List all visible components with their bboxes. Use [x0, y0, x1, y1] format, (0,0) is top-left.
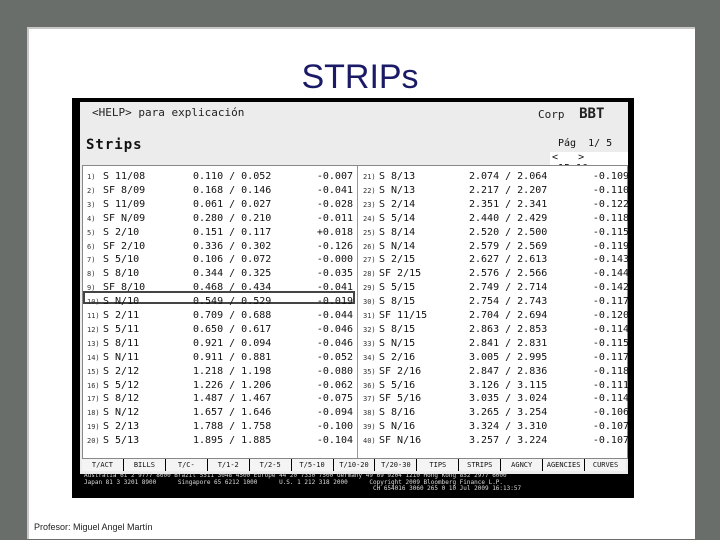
function-button[interactable]: BILLS	[124, 459, 165, 471]
strip-row[interactable]	[363, 226, 629, 239]
row-number: 34)	[363, 353, 376, 362]
strip-name: S 8/13	[379, 171, 416, 182]
strip-name: SF N/09	[103, 212, 146, 224]
bid-ask: 0.280 / 0.210	[193, 212, 272, 224]
bid-ask: 3.265 / 3.254	[469, 407, 548, 419]
row-number: 6)	[87, 242, 96, 251]
ticker-label: BBT	[579, 106, 605, 122]
bid-ask: 2.749 / 2.714	[469, 282, 548, 294]
bid-ask: 2.863 / 2.853	[469, 323, 548, 335]
row-number: 28)	[363, 270, 376, 279]
bid-ask: 3.126 / 3.115	[469, 379, 548, 391]
change: -0.118	[592, 365, 629, 377]
row-number: 37)	[363, 395, 376, 404]
strip-row[interactable]	[363, 434, 629, 447]
change: -0.110	[592, 184, 629, 196]
change: -0.144	[592, 268, 629, 280]
bid-ask: 1.218 / 1.198	[193, 365, 272, 377]
strip-row[interactable]	[363, 351, 629, 364]
bid-ask: 2.440 / 2.429	[469, 212, 548, 224]
row-number: 25)	[363, 228, 376, 237]
row-number: 1)	[87, 173, 96, 181]
bid-ask: 1.226 / 1.206	[193, 379, 272, 391]
strip-row[interactable]	[87, 281, 353, 294]
row-number: 30)	[363, 298, 376, 307]
row-number: 12)	[87, 325, 100, 334]
strip-row[interactable]	[363, 184, 629, 197]
strip-name: S N/12	[103, 407, 140, 419]
strip-row[interactable]	[363, 253, 629, 266]
bid-ask: 2.351 / 2.341	[469, 198, 548, 210]
change: -0.114	[592, 323, 629, 335]
change: +0.018	[316, 226, 353, 238]
function-button[interactable]: T/20-30	[375, 459, 416, 471]
bid-ask: 0.106 / 0.072	[193, 254, 272, 266]
change: -0.080	[316, 365, 353, 377]
row-number: 18)	[87, 409, 100, 418]
row-number: 13)	[87, 339, 100, 348]
strip-row[interactable]	[363, 323, 629, 336]
bid-ask: 1.788 / 1.758	[193, 421, 272, 433]
row-number: 26)	[363, 242, 376, 251]
strip-row[interactable]	[363, 309, 629, 322]
change: -0.104	[316, 435, 353, 447]
strip-row[interactable]	[87, 337, 353, 350]
function-button[interactable]: T/5-10	[292, 459, 333, 471]
contact-line: Australia 61 2 9777 8600 Brazil 5511 3048 4500 Europe 44 20 7330 7500 Germany 49 69 9204 1210 Hong Kong 852 2977 6000	[84, 472, 507, 479]
strip-row[interactable]	[363, 406, 629, 419]
strip-row[interactable]	[363, 392, 629, 405]
strip-row[interactable]	[87, 406, 353, 419]
prev-page-button[interactable]: <	[552, 152, 559, 163]
strip-name: S N/15	[379, 337, 416, 349]
change: -0.035	[316, 268, 353, 280]
change: -0.041	[316, 282, 353, 294]
strip-name: S 5/11	[103, 323, 140, 335]
bid-ask: 1.487 / 1.467	[193, 393, 272, 405]
strip-name: S N/11	[103, 351, 140, 363]
row-number: 10)	[87, 298, 100, 307]
bid-ask: 2.754 / 2.743	[469, 296, 548, 308]
strip-name: S 5/13	[103, 435, 140, 447]
strip-row[interactable]	[87, 212, 353, 225]
change: -0.028	[316, 198, 353, 210]
change: -0.107	[592, 435, 629, 447]
strip-name: SF 5/16	[379, 393, 422, 405]
strip-row[interactable]	[87, 351, 353, 364]
strips-table	[82, 165, 628, 459]
strip-name: S 5/14	[379, 212, 416, 224]
strip-name: S 2/12	[103, 365, 140, 377]
strip-name: S N/10	[103, 296, 140, 308]
strip-row[interactable]	[87, 309, 353, 322]
strip-name: SF 2/15	[379, 268, 422, 280]
strip-row[interactable]	[363, 379, 629, 392]
strip-row[interactable]	[363, 170, 629, 183]
function-button[interactable]: AGNCY	[501, 459, 542, 471]
row-number: 15)	[87, 367, 100, 376]
strip-row[interactable]	[363, 198, 629, 211]
row-number: 7)	[87, 256, 96, 265]
change: -0.119	[592, 240, 629, 252]
change: -0.122	[592, 198, 629, 210]
row-number: 16)	[87, 381, 100, 390]
bid-ask: 0.336 / 0.302	[193, 240, 272, 252]
row-number: 17)	[87, 395, 100, 404]
strip-row[interactable]	[87, 170, 353, 183]
screen-title: Strips	[86, 137, 143, 153]
row-number: 38)	[363, 409, 376, 418]
change: -0.109	[592, 171, 629, 182]
strip-row[interactable]	[363, 365, 629, 378]
change: -0.115	[592, 337, 629, 349]
bid-ask: 0.110 / 0.052	[193, 171, 272, 182]
change: -0.019	[316, 296, 353, 308]
bid-ask: 2.579 / 2.569	[469, 240, 548, 252]
strip-row[interactable]	[87, 253, 353, 266]
bid-ask: 1.657 / 1.646	[193, 407, 272, 419]
strip-name: S 8/14	[379, 226, 416, 238]
row-number: 22)	[363, 186, 376, 195]
bid-ask: 3.257 / 3.224	[469, 435, 548, 447]
change: -0.044	[316, 310, 353, 321]
change: -0.143	[592, 254, 629, 266]
strip-name: S 8/15	[379, 296, 416, 308]
change: -0.117	[592, 351, 629, 363]
strip-row[interactable]	[87, 379, 353, 392]
contact-line: Japan 81 3 3201 8900 Singapore 65 6212 1000 U.S. 1 212 318 2000 Copyright 2009 Bloomberg Finance L.P.	[84, 478, 504, 486]
change: -0.062	[316, 379, 353, 391]
strip-name: S 5/10	[103, 254, 140, 266]
change: -0.114	[592, 393, 629, 405]
strip-row[interactable]	[363, 240, 629, 253]
function-button[interactable]: AGENCIES	[543, 459, 584, 471]
market-label: Corp	[538, 108, 565, 121]
function-button[interactable]: T/C-	[166, 459, 207, 471]
bid-ask: 2.217 / 2.207	[469, 184, 548, 196]
row-number: 39)	[363, 423, 376, 432]
change: -0.117	[592, 296, 629, 308]
change: -0.118	[592, 212, 629, 224]
change: -0.007	[316, 171, 353, 182]
column-divider	[357, 166, 358, 458]
strip-name: SF 11/15	[379, 310, 428, 321]
bid-ask: 2.841 / 2.831	[469, 337, 548, 349]
strip-name: S 11/09	[103, 198, 146, 210]
strip-row[interactable]	[87, 226, 353, 239]
change: -0.115	[592, 226, 629, 238]
change: -0.041	[316, 184, 353, 196]
row-number: 3)	[87, 200, 96, 209]
function-button[interactable]: T/1-2	[208, 459, 249, 471]
strip-name: S N/13	[379, 184, 416, 196]
strip-row[interactable]	[363, 295, 629, 308]
change: -0.111	[592, 379, 629, 391]
page-label: Pág	[558, 138, 577, 149]
strip-name: SF N/16	[379, 435, 422, 447]
strip-row[interactable]	[87, 365, 353, 378]
change: -0.120	[592, 310, 629, 321]
row-number: 4)	[87, 214, 96, 223]
bid-ask: 3.005 / 2.995	[469, 351, 548, 363]
function-button[interactable]: TIPS	[417, 459, 458, 471]
strip-name: S N/14	[379, 240, 416, 252]
function-button[interactable]: STRIPS	[459, 459, 500, 471]
strip-row[interactable]	[87, 267, 353, 280]
strip-name: S 2/15	[379, 254, 416, 266]
bid-ask: 2.520 / 2.500	[469, 226, 548, 238]
security-header	[538, 106, 604, 122]
bid-ask: 1.895 / 1.885	[193, 435, 272, 447]
strip-name: SF 2/10	[103, 240, 146, 252]
bid-ask: 0.344 / 0.325	[193, 268, 272, 280]
row-number: 20)	[87, 437, 100, 446]
strip-name: S 2/13	[103, 421, 140, 433]
strip-row[interactable]	[87, 420, 353, 433]
bid-ask: 0.650 / 0.617	[193, 323, 272, 335]
function-button[interactable]: T/ACT	[82, 459, 123, 471]
row-number: 8)	[87, 270, 96, 279]
row-number: 31)	[363, 312, 376, 320]
strip-name: S 2/14	[379, 198, 416, 210]
strip-name: SF 8/09	[103, 184, 146, 196]
strip-name: S 8/10	[103, 268, 140, 280]
bid-ask: 2.074 / 2.064	[469, 171, 548, 182]
strip-row[interactable]	[87, 295, 353, 308]
change: -0.046	[316, 337, 353, 349]
change: -0.052	[316, 351, 353, 363]
bid-ask: 0.168 / 0.146	[193, 184, 272, 196]
change: -0.000	[316, 254, 353, 266]
change: -0.126	[316, 240, 353, 252]
change: -0.100	[316, 421, 353, 433]
bid-ask: 0.061 / 0.027	[193, 198, 272, 210]
bid-ask: 2.847 / 2.836	[469, 365, 548, 377]
row-number: 29)	[363, 284, 376, 293]
row-number: 36)	[363, 381, 376, 390]
change: -0.011	[316, 212, 353, 224]
page-indicator	[558, 138, 612, 149]
row-number: 2)	[87, 186, 96, 195]
strip-row[interactable]	[87, 434, 353, 447]
row-number: 21)	[363, 173, 376, 181]
row-number: 24)	[363, 214, 376, 223]
slide-footer: Profesor: Miguel Angel Martín	[34, 522, 153, 532]
strip-row[interactable]	[87, 240, 353, 253]
strip-name: SF 8/10	[103, 282, 146, 294]
strip-row[interactable]	[363, 212, 629, 225]
bid-ask: 3.035 / 3.024	[469, 393, 548, 405]
function-button[interactable]: CURVES	[585, 459, 626, 471]
row-number: 14)	[87, 353, 100, 362]
strip-name: S 11/08	[103, 171, 146, 182]
row-number: 33)	[363, 339, 376, 348]
bid-ask: 0.921 / 0.094	[193, 337, 272, 349]
bid-ask: 0.151 / 0.117	[193, 226, 272, 238]
strip-row[interactable]	[363, 281, 629, 294]
change: -0.106	[592, 407, 629, 419]
strip-name: S 8/11	[103, 337, 140, 349]
change: -0.094	[316, 407, 353, 419]
contact-line: CH 654016 3060 265 0 10 Jul 2009 16:13:57	[84, 485, 522, 492]
contact-info	[84, 473, 624, 493]
function-button-bar	[82, 459, 626, 471]
bloomberg-terminal-screen	[72, 98, 634, 498]
strip-name: S 2/11	[103, 310, 140, 321]
function-button[interactable]: T/2-5	[250, 459, 291, 471]
bid-ask: 0.911 / 0.881	[193, 351, 272, 363]
bid-ask: 0.468 / 0.434	[193, 282, 272, 294]
bid-ask: 0.549 / 0.529	[193, 296, 272, 308]
row-number: 40)	[363, 437, 376, 446]
row-number: 23)	[363, 200, 376, 209]
strip-name: SF 2/16	[379, 365, 422, 377]
strip-row[interactable]	[87, 392, 353, 405]
strip-name: S 5/12	[103, 379, 140, 391]
bid-ask: 2.627 / 2.613	[469, 254, 548, 266]
change: -0.142	[592, 282, 629, 294]
strip-row[interactable]	[87, 198, 353, 211]
strip-row[interactable]	[87, 323, 353, 336]
change: -0.107	[592, 421, 629, 433]
strip-name: S 8/16	[379, 407, 416, 419]
strip-name: S 5/15	[379, 282, 416, 294]
bid-ask: 3.324 / 3.310	[469, 421, 548, 433]
bid-ask: 2.704 / 2.694	[469, 310, 548, 321]
strip-name: S 8/15	[379, 323, 416, 335]
change: -0.046	[316, 323, 353, 335]
strip-row[interactable]	[363, 337, 629, 350]
strip-name: S 5/16	[379, 379, 416, 391]
strip-name: S 8/12	[103, 393, 140, 405]
bid-ask: 2.576 / 2.566	[469, 268, 548, 280]
row-number: 27)	[363, 256, 376, 265]
next-page-button[interactable]: >	[578, 152, 585, 163]
terminal-panel	[80, 102, 628, 474]
strip-row[interactable]	[87, 184, 353, 197]
row-number: 11)	[87, 312, 100, 320]
slide-title: STRIPs	[301, 58, 419, 96]
strip-row[interactable]	[363, 420, 629, 433]
strip-name: S 2/16	[379, 351, 416, 363]
row-number: 35)	[363, 367, 376, 376]
change: -0.075	[316, 393, 353, 405]
row-number: 19)	[87, 423, 100, 432]
bid-ask: 0.709 / 0.688	[193, 310, 272, 321]
strip-name: S 2/10	[103, 226, 140, 238]
row-number: 32)	[363, 325, 376, 334]
help-text: <HELP> para explicación	[92, 106, 245, 119]
strip-name: S N/16	[379, 421, 416, 433]
strip-row[interactable]	[363, 267, 629, 280]
row-number: 9)	[87, 284, 96, 293]
function-button[interactable]: T/10-20	[334, 459, 375, 471]
row-number: 5)	[87, 228, 96, 237]
page-value: 1/ 5	[588, 138, 613, 149]
